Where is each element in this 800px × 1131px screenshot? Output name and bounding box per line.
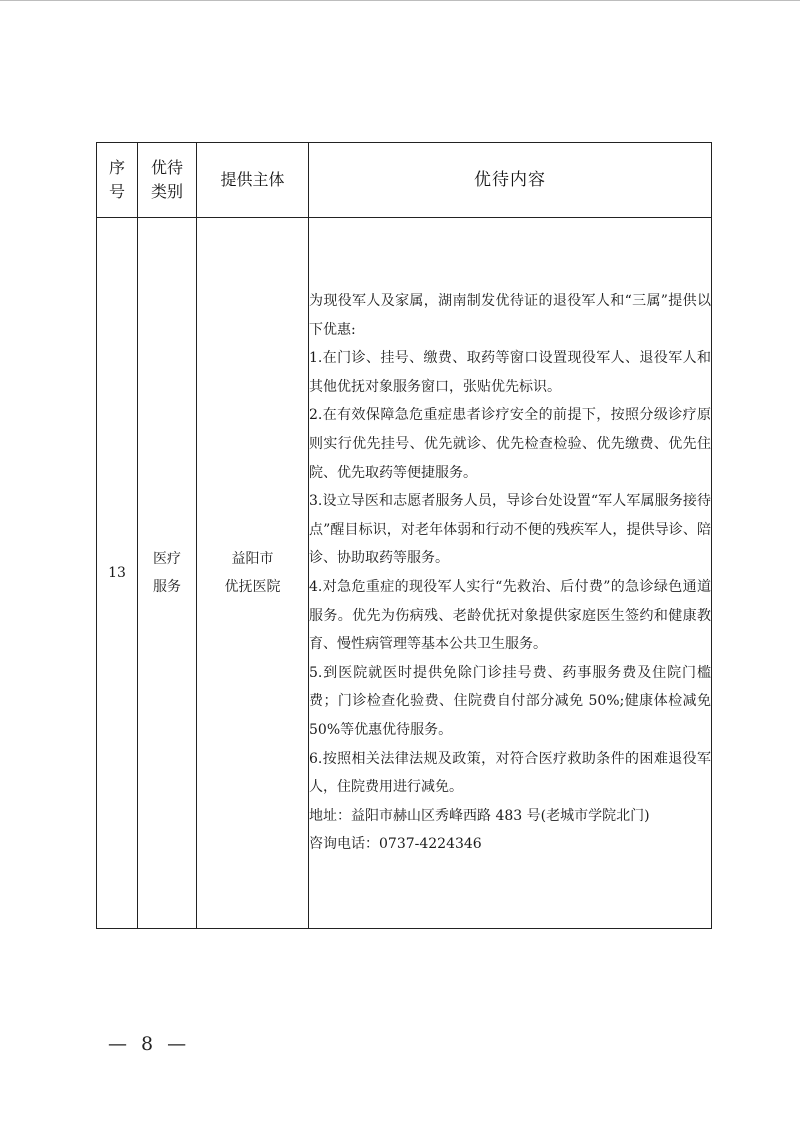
header-seq: 序 号 xyxy=(97,143,138,218)
row-seq: 13 xyxy=(97,218,138,929)
header-category: 优待 类别 xyxy=(138,143,197,218)
benefits-table xyxy=(96,142,712,929)
row-provider: 益阳市 优抚医院 xyxy=(197,218,309,929)
top-edge-line xyxy=(0,0,800,1)
content-item-5: 5.到医院就医时提供免除门诊挂号费、药事服务费及住院门槛费；门诊检查化验费、住院费自付部分减免 50%;健康体检减免 50%等优惠优待服务。 xyxy=(309,664,711,738)
row-content xyxy=(309,218,712,929)
content-phone: 咨询电话：0737-4224346 xyxy=(309,836,482,853)
content-item-2: 2.在有效保障急危重症患者诊疗安全的前提下，按照分级诊疗原则实行优先挂号、优先就诊、优先检查检验、优先缴费、优先住院、优先取药等便捷服务。 xyxy=(309,407,711,481)
benefit-content-text xyxy=(309,287,711,859)
content-address: 地址：益阳市赫山区秀峰西路 483 号(老城市学院北门) xyxy=(309,807,650,824)
content-item-1: 1.在门诊、挂号、缴费、取药等窗口设置现役军人、退役军人和其他优抚对象服务窗口，张贴优先标识。 xyxy=(309,350,711,395)
table-row xyxy=(97,218,712,929)
content-item-3: 3.设立导医和志愿者服务人员，导诊台处设置“军人军属服务接待点”醒目标识，对老年体弱和行动不便的残疾军人，提供导诊、陪诊、协助取药等服务。 xyxy=(309,493,711,567)
header-provider: 提供主体 xyxy=(197,143,309,218)
table-header-row xyxy=(97,143,712,218)
row-category: 医疗 服务 xyxy=(138,218,197,929)
content-item-4: 4.对急危重症的现役军人实行“先救治、后付费”的急诊绿色通道服务。优先为伤病残、老龄优抚对象提供家庭医生签约和健康教育、慢性病管理等基本公共卫生服务。 xyxy=(309,579,711,653)
page-number: — 8 — xyxy=(108,1033,191,1055)
header-content: 优待内容 xyxy=(309,143,712,218)
content-item-6: 6.按照相关法律法规及政策，对符合医疗救助条件的困难退役军人，住院费用进行减免。 xyxy=(309,750,711,796)
content-intro: 为现役军人及家属，湖南制发优待证的退役军人和“三属”提供以下优惠: xyxy=(309,293,711,338)
